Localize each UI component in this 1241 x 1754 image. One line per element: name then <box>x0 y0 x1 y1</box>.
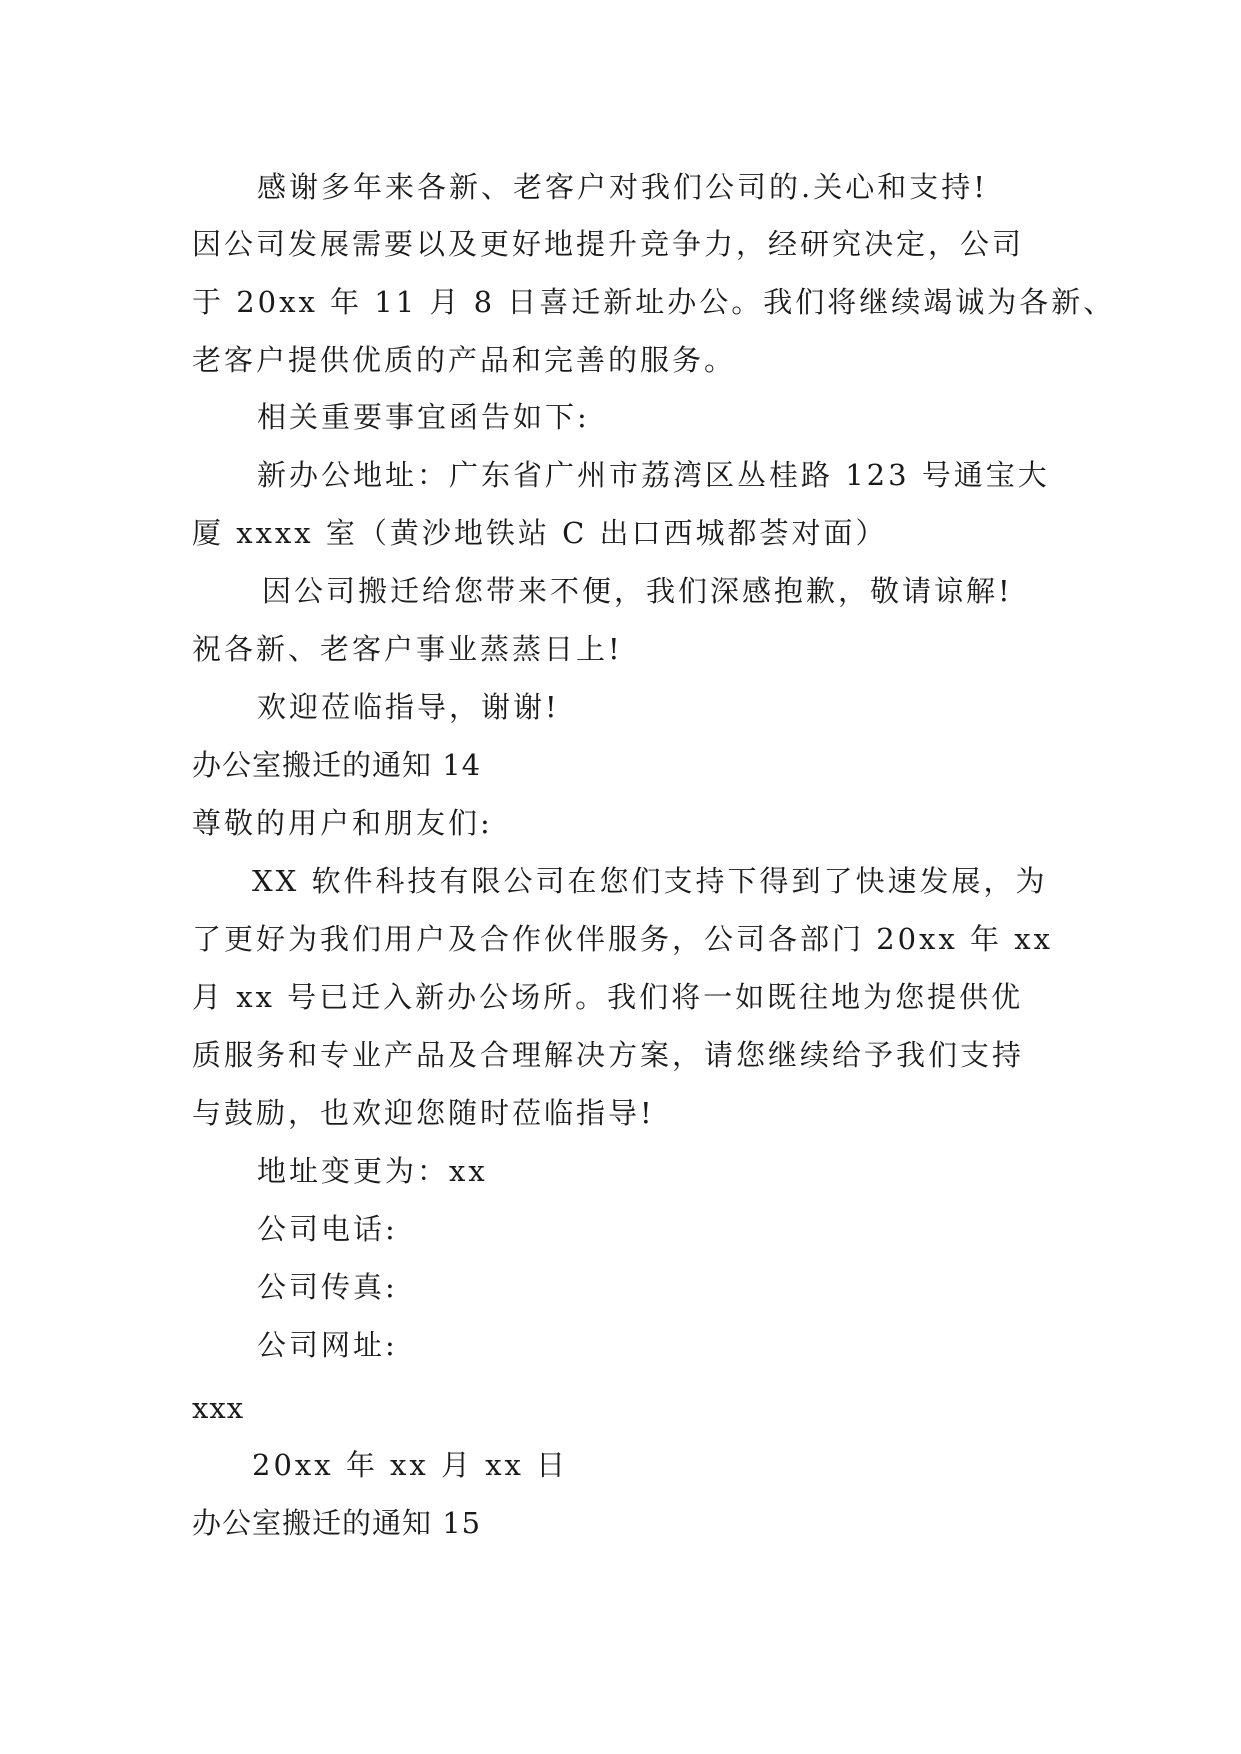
paragraph-relocation-line-1: 因公司发展需要以及更好地提升竞争力，经研究决定，公司 <box>192 227 1025 261</box>
company-phone: 公司电话: <box>257 1212 398 1246</box>
paragraph-thanks: 感谢多年来各新、老客户对我们公司的.关心和支持! <box>257 170 988 204</box>
paragraph-body-line-3: 月 xx 号已迁入新办公场所。我们将一如既往地为您提供优 <box>192 980 1024 1014</box>
paragraph-welcome: 欢迎莅临指导，谢谢! <box>257 690 560 724</box>
paragraph-body-line-2: 了更好为我们用户及合作伙伴服务，公司各部门 20xx 年 xx <box>192 922 1053 956</box>
signature-company: xxx <box>192 1391 245 1425</box>
paragraph-apology: 因公司搬迁给您带来不便，我们深感抱歉，敬请谅解! <box>262 574 1013 608</box>
paragraph-body-line-4: 质服务和专业产品及合理解决方案，请您继续给予我们支持 <box>192 1038 1025 1072</box>
paragraph-relocation-line-2: 于 20xx 年 11 月 8 日喜迁新址办公。我们将继续竭诚为各新、 <box>192 285 1116 319</box>
company-website: 公司网址: <box>257 1328 398 1362</box>
paragraph-address-line-1: 新办公地址：广东省广州市荔湾区丛桂路 123 号通宝大 <box>257 458 1050 492</box>
section-heading-15: 办公室搬迁的通知 15 <box>192 1506 482 1540</box>
paragraph-matters-intro: 相关重要事宜函告如下: <box>257 400 590 434</box>
section-heading-14: 办公室搬迁的通知 14 <box>192 748 482 782</box>
paragraph-relocation-line-3: 老客户提供优质的产品和完善的服务。 <box>192 343 737 377</box>
paragraph-address-line-2: 厦 xxxx 室（黄沙地铁站 C 出口西城都荟对面） <box>192 516 888 550</box>
paragraph-body-line-5: 与鼓励，也欢迎您随时莅临指导! <box>192 1096 655 1130</box>
address-change: 地址变更为：xx <box>257 1154 488 1188</box>
signature-date: 20xx 年 xx 月 xx 日 <box>252 1448 569 1482</box>
paragraph-body-line-1: XX 软件科技有限公司在您们支持下得到了快速发展，为 <box>252 864 1048 898</box>
salutation: 尊敬的用户和朋友们: <box>192 806 493 840</box>
paragraph-wishes: 祝各新、老客户事业蒸蒸日上! <box>192 632 623 666</box>
company-fax: 公司传真: <box>257 1270 398 1304</box>
